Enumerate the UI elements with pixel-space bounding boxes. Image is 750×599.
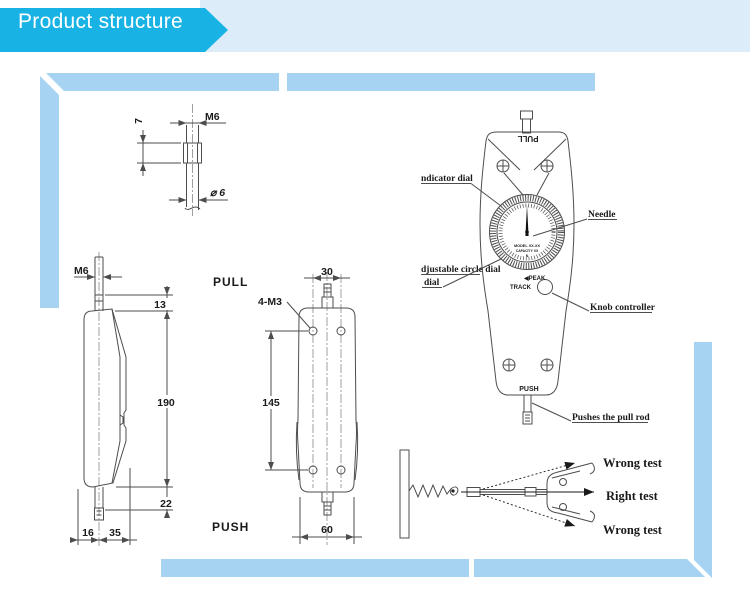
adjustable-dial-label-line2: dial [424, 278, 440, 288]
wrong-test-top-label: Wrong test [603, 456, 662, 470]
dial-unit-text: N [525, 254, 529, 258]
spring [409, 485, 450, 497]
track-label: TRACK [510, 285, 531, 291]
front-4m3-label: 4-M3 [258, 296, 282, 308]
gauge-view [421, 111, 656, 424]
frame-top-right-bar [287, 73, 595, 91]
frame-bottom-right-bar [474, 559, 705, 577]
dial-model-text: MODEL XX-XX [513, 244, 541, 248]
dial-capacity-text: CAPACITY XX [515, 249, 539, 253]
detail-diameter-label: ⌀ 6 [210, 187, 226, 199]
detail-7-label: 7 [133, 118, 145, 124]
front-145-label: 145 [262, 397, 280, 409]
push-label: PUSH [212, 520, 250, 534]
front-view [258, 266, 362, 545]
test-diagram [400, 450, 663, 538]
front-30-label: 30 [321, 266, 333, 278]
screw-icon [503, 359, 515, 371]
peak-label: ◀PEAK [524, 276, 546, 282]
knob-controller-label: Knob controller [590, 303, 656, 313]
pull-label: PULL [213, 275, 249, 289]
right-test-label: Right test [606, 489, 658, 503]
screw-icon [497, 160, 509, 172]
frame-left-bar [40, 76, 59, 308]
screw-icon [541, 160, 553, 172]
side-22-label: 22 [160, 498, 172, 510]
pull-rod-label: Pushes the pull rod [572, 413, 650, 423]
screw-icon [541, 359, 553, 371]
page-title: Product structure [18, 10, 183, 33]
needle-label: Needle [588, 210, 616, 220]
side-16-label: 16 [82, 527, 94, 539]
side-m6-label: M6 [74, 265, 89, 277]
indicator-dial-label: ndicator dial [421, 174, 473, 184]
frame-right-bar [694, 342, 712, 578]
wrong-test-bottom-label: Wrong test [603, 523, 662, 537]
front-60-label: 60 [321, 524, 333, 536]
gauge-push-label: PUSH [519, 386, 539, 393]
adjustable-dial-label-line1: djustable circle dial [421, 265, 501, 275]
frame-top-left-bar [46, 73, 279, 91]
side-190-label: 190 [157, 397, 175, 409]
gauge-pull-rotated-label: PULL [517, 134, 539, 143]
wall [400, 450, 409, 538]
frame-bottom-left-bar [161, 559, 469, 577]
side-view [70, 252, 249, 548]
rod-detail-view [133, 104, 228, 216]
side-35-label: 35 [109, 527, 121, 539]
side-13-label: 13 [154, 299, 166, 311]
detail-m6-label: M6 [205, 111, 220, 123]
